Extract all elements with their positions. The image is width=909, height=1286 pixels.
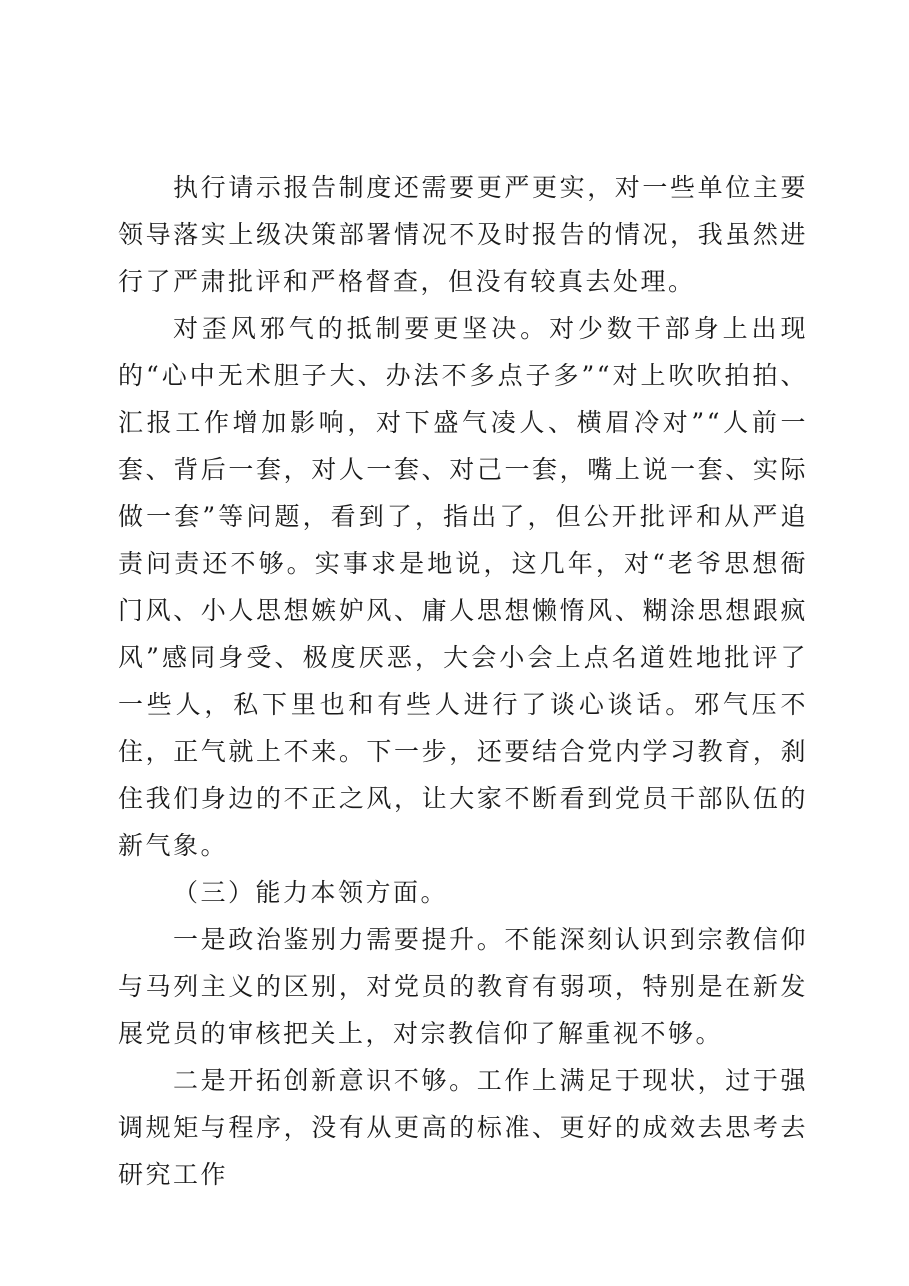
paragraph-report-system: 执行请示报告制度还需要更严更实，对一些单位主要领导落实上级决策部署情况不及时报告的情况，我虽然进行了严肃批评和严格督查，但没有较真去处理。 bbox=[118, 173, 808, 296]
paragraph-resist-bad-practices: 对歪风邪气的抵制要更坚决。对少数干部身上出现的“心中无术胆子大、办法不多点子多”“对上吹吹拍拍、汇报工作增加影响，对下盛气凌人、横眉冷对”“人前一套、背后一套，对人一套、对己一套，嘴上说一套、实际做一套”等问题，看到了，指出了，但公开批评和从严追责问责还不够。实事求是地说，这几年，对“老爷思想衙门风、小人思想嫉妒风、庸人思想懒惰风、糊涂思想跟疯风”感同身受、极度厌恶，大会小会上点名道姓地批评了一些人，私下里也和有些人进行了谈心谈话。邪气压不住，正气就上不来。下一步，还要结合党内学习教育，刹住我们身边的不正之风，让大家不断看到党员干部队伍的新气象。 bbox=[118, 314, 808, 860]
document-body bbox=[118, 164, 808, 1198]
section-heading-ability: （三）能力本领方面。 bbox=[173, 878, 449, 907]
paragraph-political-discernment: 一是政治鉴别力需要提升。不能深刻认识到宗教信仰与马列主义的区别，对党员的教育有弱项，特别是在新发展党员的审核把关上，对宗教信仰了解重视不够。 bbox=[118, 925, 808, 1048]
paragraph-innovation-awareness: 二是开拓创新意识不够。工作上满足于现状，过于强调规矩与程序，没有从更高的标准、更好的成效去思考去研究工作 bbox=[118, 1066, 808, 1189]
